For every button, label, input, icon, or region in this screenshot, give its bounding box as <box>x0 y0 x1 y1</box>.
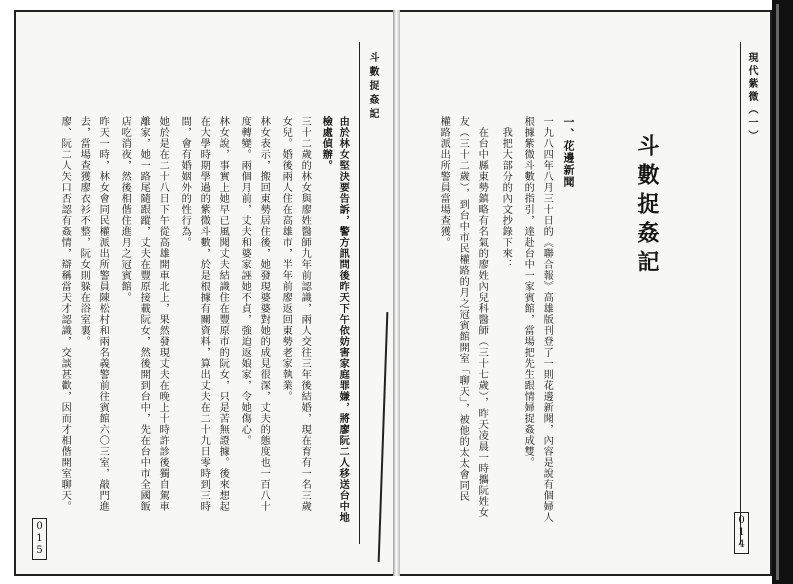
right-page <box>396 10 772 576</box>
page-number-text: 015 <box>34 521 45 557</box>
body-column: 離家，她一路尾隨跟蹤，丈夫在豐原接載阮女，然後開到台中，先在台中市全國飯 <box>138 116 150 512</box>
body-column: 權路派出所警員當場查獲。 <box>438 116 450 248</box>
body-column: 女兒。婚後兩人住在高雄市，半年前廖返回東勢老家執業。 <box>280 116 292 402</box>
scan-edge <box>772 0 793 584</box>
body-column: 廖、阮二人矢口否認有姦情，辯稱當天才認識，交談甚歡，因而才相偕開室聊天。 <box>59 116 71 512</box>
book-gutter <box>393 10 400 576</box>
body-column: 昨天一時，林女會同民權派出所警員陳松村和兩名義警前往賓館六〇三室，敲門進 <box>97 116 109 512</box>
body-column: 一九八四年八月三十日的《聯合報》高雄版刊登了一則花邊新聞，內容是說有個婦人 <box>541 116 553 523</box>
page-number <box>734 512 749 554</box>
body-column: 我把大部分的內文抄錄下來： <box>500 127 512 270</box>
page-number-text: 014 <box>736 515 747 551</box>
left-page <box>14 10 396 576</box>
body-column: 她於是在二十八日下午從高雄開車北上，果然發現丈夫在晚上十時許診後獨自駕車 <box>157 116 169 512</box>
body-column: 在台中縣東勢鎮略有名氣的廖姓內兒科醫師（三十七歲），昨天凌晨一時攜阮姓女 <box>476 127 488 518</box>
body-column: 店吃消夜，然後相偕住進月之冠賓館。 <box>119 116 131 303</box>
body-column: 間，會有婚姻外的性行為。 <box>179 116 191 248</box>
left-header-rule <box>359 42 360 544</box>
chapter-title: 斗數捉姦記 <box>634 134 660 279</box>
body-column: 根據紫微斗數的指引，達赴台中一家賓館，當場把先生跟情婦捉姦成雙。 <box>522 116 534 468</box>
body-column: 由於林女堅決要告訴，警方訊問後昨天下午依妨害家庭罪嫌，將廖阮二人移送台中地 <box>337 116 350 523</box>
section-heading: 一、花邊新聞 <box>562 116 575 188</box>
body-column: 友（三十二歲），到台中市民權路的月之冠賓館開室「聊天」，被他的太太會同民 <box>457 116 469 502</box>
page-number <box>32 518 47 560</box>
pen-mark <box>378 312 389 562</box>
body-column: 在大學時期學過的紫微斗數，於是根據有關資料，算出丈夫在二十九日零時到三時 <box>198 116 210 512</box>
right-header-rule <box>740 42 741 544</box>
body-column: 檢處偵辦。 <box>320 116 333 171</box>
body-column: 度轉變。兩個月前，丈夫和婆家誣她不貞，強迫返娘家，令她傷心。 <box>239 116 251 446</box>
right-running-header: 現代紫微（一） <box>746 52 757 143</box>
body-column: 林女表示，搬回東勢居住後，她發現婆婆對她的成見很深，丈夫的態度也一百八十 <box>258 116 270 512</box>
body-column: 三十二歲的林女與廖姓醫師九年前認識，兩人交往三年後結婚，現在育有一名三歲 <box>299 116 311 512</box>
body-column: 去，當場查獲廖衣衫不整，阮女則躲在浴室裏。 <box>78 116 90 347</box>
left-running-header: 斗數捉姦記 <box>367 52 378 122</box>
body-column: 林女說，事實上她早已風聞丈夫結識住在豐原市的阮女，只是苦無證據。後來想起 <box>217 116 229 512</box>
